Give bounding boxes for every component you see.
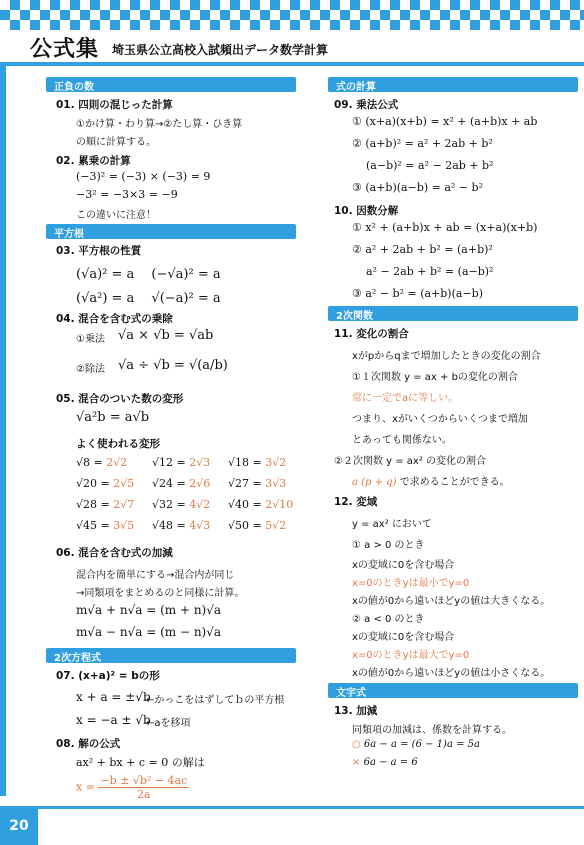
root-entry: √8 = 2√2 bbox=[76, 456, 128, 469]
text-11f: ②２次関数 y = ax² の変化の割合 bbox=[334, 456, 487, 467]
formula-03b: (√a²) = a √(−a)² = a bbox=[76, 291, 221, 306]
header-rule bbox=[0, 62, 584, 66]
heading-08: 08. 解の公式 bbox=[56, 738, 121, 750]
formula-09c: (a−b)² = a² − 2ab + b² bbox=[366, 159, 494, 172]
root-entry: √18 = 3√2 bbox=[228, 456, 287, 469]
formula-04b: √a ÷ √b = √(a/b) bbox=[118, 358, 228, 373]
formula-10d: ③ a² − b² = (a+b)(a−b) bbox=[352, 287, 483, 300]
heading-03: 03. 平方根の性質 bbox=[56, 245, 142, 257]
text-11b: ①１次関数 y = ax + bの変化の割合 bbox=[352, 372, 518, 383]
heading-13: 13. 加減 bbox=[334, 705, 378, 717]
heading-02: 02. 累乗の計算 bbox=[56, 155, 131, 167]
heading-10: 10. 因数分解 bbox=[334, 205, 399, 217]
text-11g: a (p + q) bbox=[352, 477, 397, 488]
text-13c-line bbox=[352, 757, 418, 768]
text-01a: ①かけ算・わり算→②たし算・ひき算 bbox=[76, 119, 243, 130]
text-12f: ② a < 0 のとき bbox=[352, 614, 425, 625]
section-header-quadratic-equation: 2次方程式 bbox=[46, 648, 296, 663]
text-13b-line bbox=[352, 739, 480, 750]
label-04a: ①乗法 bbox=[76, 334, 105, 345]
section-header-expressions: 式の計算 bbox=[328, 77, 578, 92]
note-07b: ←aを移項 bbox=[146, 718, 191, 729]
text-06b: →同類項をまとめるのと同様に計算。 bbox=[76, 588, 245, 599]
quadratic-formula bbox=[76, 774, 189, 801]
text-11g-line bbox=[352, 473, 510, 488]
page-title: 公式集 bbox=[30, 37, 100, 62]
footer-rule bbox=[0, 806, 584, 845]
text-12d: x=0のときyは最小でy=0 bbox=[352, 578, 470, 589]
root-entry: √45 = 3√5 bbox=[76, 519, 135, 532]
root-entry: √28 = 2√7 bbox=[76, 498, 135, 511]
heading-12: 12. 変域 bbox=[334, 496, 378, 508]
formula-07b: x = −a ± √b bbox=[76, 713, 151, 727]
text-12a: y = ax² において bbox=[352, 519, 432, 530]
correct-mark-icon: ○ bbox=[352, 739, 361, 750]
page-number: 20 bbox=[0, 806, 38, 845]
quadratic-formula-lhs: x = bbox=[76, 780, 95, 794]
text-12h: x=0のときyは最大でy=0 bbox=[352, 650, 470, 661]
text-06a: 混合内を簡単にする→混合内が同じ bbox=[76, 570, 235, 581]
text-12g: xの変域に0を含む場合 bbox=[352, 632, 455, 643]
text-13c: 6a − a = 6 bbox=[363, 757, 418, 768]
formula-05: √a²b = a√b bbox=[76, 410, 150, 425]
left-edge-bar bbox=[0, 66, 6, 796]
formula-06a: m√a + n√a = (m + n)√a bbox=[76, 603, 222, 617]
heading-07: 07. (x+a)² = bの形 bbox=[56, 670, 160, 682]
heading-05b: よく使われる変形 bbox=[76, 438, 160, 450]
formula-07a: x + a = ±√b bbox=[76, 690, 151, 704]
root-entry: √32 = 4√2 bbox=[152, 498, 211, 511]
incorrect-mark-icon: × bbox=[352, 757, 361, 768]
quadratic-formula-numerator: −b ± √b² − 4ac bbox=[100, 774, 188, 787]
section-header-square-root: 平方根 bbox=[46, 224, 296, 239]
root-entry: √40 = 2√10 bbox=[228, 498, 294, 511]
text-01b: の順に計算する。 bbox=[76, 137, 156, 148]
section-header-literal-expressions: 文字式 bbox=[328, 683, 578, 698]
section-header-positive-negative: 正負の数 bbox=[46, 77, 296, 92]
heading-11: 11. 変化の割合 bbox=[334, 328, 409, 340]
heading-05: 05. 混合のついた数の変形 bbox=[56, 393, 184, 405]
label-04b: ②除法 bbox=[76, 364, 105, 375]
formula-02a: (−3)² = (−3) × (−3) = 9 bbox=[76, 170, 211, 183]
heading-09: 09. 乗法公式 bbox=[334, 99, 399, 111]
page-subtitle: 埼玉県公立高校入試頻出データ数学計算 bbox=[112, 43, 329, 57]
formula-09d: ③ (a+b)(a−b) = a² − b² bbox=[352, 181, 483, 194]
root-entry: √48 = 4√3 bbox=[152, 519, 211, 532]
formula-04a: √a × √b = √ab bbox=[118, 328, 214, 343]
formula-10b: ② a² + 2ab + b² = (a+b)² bbox=[352, 243, 493, 256]
text-11d: つまり、xがいくつからいくつまで増加 bbox=[352, 414, 528, 425]
root-entry: √12 = 2√3 bbox=[152, 456, 211, 469]
root-entry: √24 = 2√6 bbox=[152, 477, 211, 490]
formula-06b: m√a − n√a = (m − n)√a bbox=[76, 625, 222, 639]
text-11g2: で求めることができる。 bbox=[399, 477, 510, 488]
root-entry: √20 = 2√5 bbox=[76, 477, 135, 490]
text-13a: 同類項の加減は、係数を計算する。 bbox=[352, 725, 512, 736]
text-12i: xの値が0から遠いほどyの値は小さくなる。 bbox=[352, 668, 551, 679]
text-11e: とあっても関係ない。 bbox=[352, 435, 452, 446]
quadratic-formula-denominator: 2a bbox=[137, 788, 151, 801]
root-entry: √27 = 3√3 bbox=[228, 477, 287, 490]
root-entry: √50 = 5√2 bbox=[228, 519, 287, 532]
formula-02b: −3² = −3×3 = −9 bbox=[76, 188, 178, 201]
heading-04: 04. 混合を含む式の乗除 bbox=[56, 313, 173, 325]
text-12e: xの値が0から遠いほどyの値は大きくなる。 bbox=[352, 596, 551, 607]
formula-09b: ② (a+b)² = a² + 2ab + b² bbox=[352, 137, 493, 150]
note-07a: ←かっこをはずしてｂの平方根 bbox=[146, 695, 285, 706]
formula-09a: ① (x+a)(x+b) = x² + (a+b)x + ab bbox=[352, 115, 538, 128]
text-12b: ① a > 0 のとき bbox=[352, 540, 425, 551]
formula-03a: (√a)² = a (−√a)² = a bbox=[76, 267, 221, 282]
formula-10c: a² − 2ab + b² = (a−b)² bbox=[366, 265, 494, 278]
formula-10a: ① x² + (a+b)x + ab = (x+a)(x+b) bbox=[352, 221, 538, 234]
formula-08a: ax² + bx + c = 0 の解は bbox=[76, 756, 205, 769]
text-11a: xがpからqまで増加したときの変化の割合 bbox=[352, 351, 541, 362]
section-header-quadratic-function: 2次関数 bbox=[328, 306, 578, 321]
text-02c: この違いに注意！ bbox=[76, 210, 156, 221]
heading-01: 01. 四則の混じった計算 bbox=[56, 99, 173, 111]
text-12c: xの変域に0を含む場合 bbox=[352, 560, 455, 571]
text-11c: 常に一定でaに等しい。 bbox=[352, 393, 459, 404]
heading-06: 06. 混合を含む式の加減 bbox=[56, 547, 173, 559]
text-13b: 6a − a = (6 − 1)a = 5a bbox=[363, 739, 480, 750]
